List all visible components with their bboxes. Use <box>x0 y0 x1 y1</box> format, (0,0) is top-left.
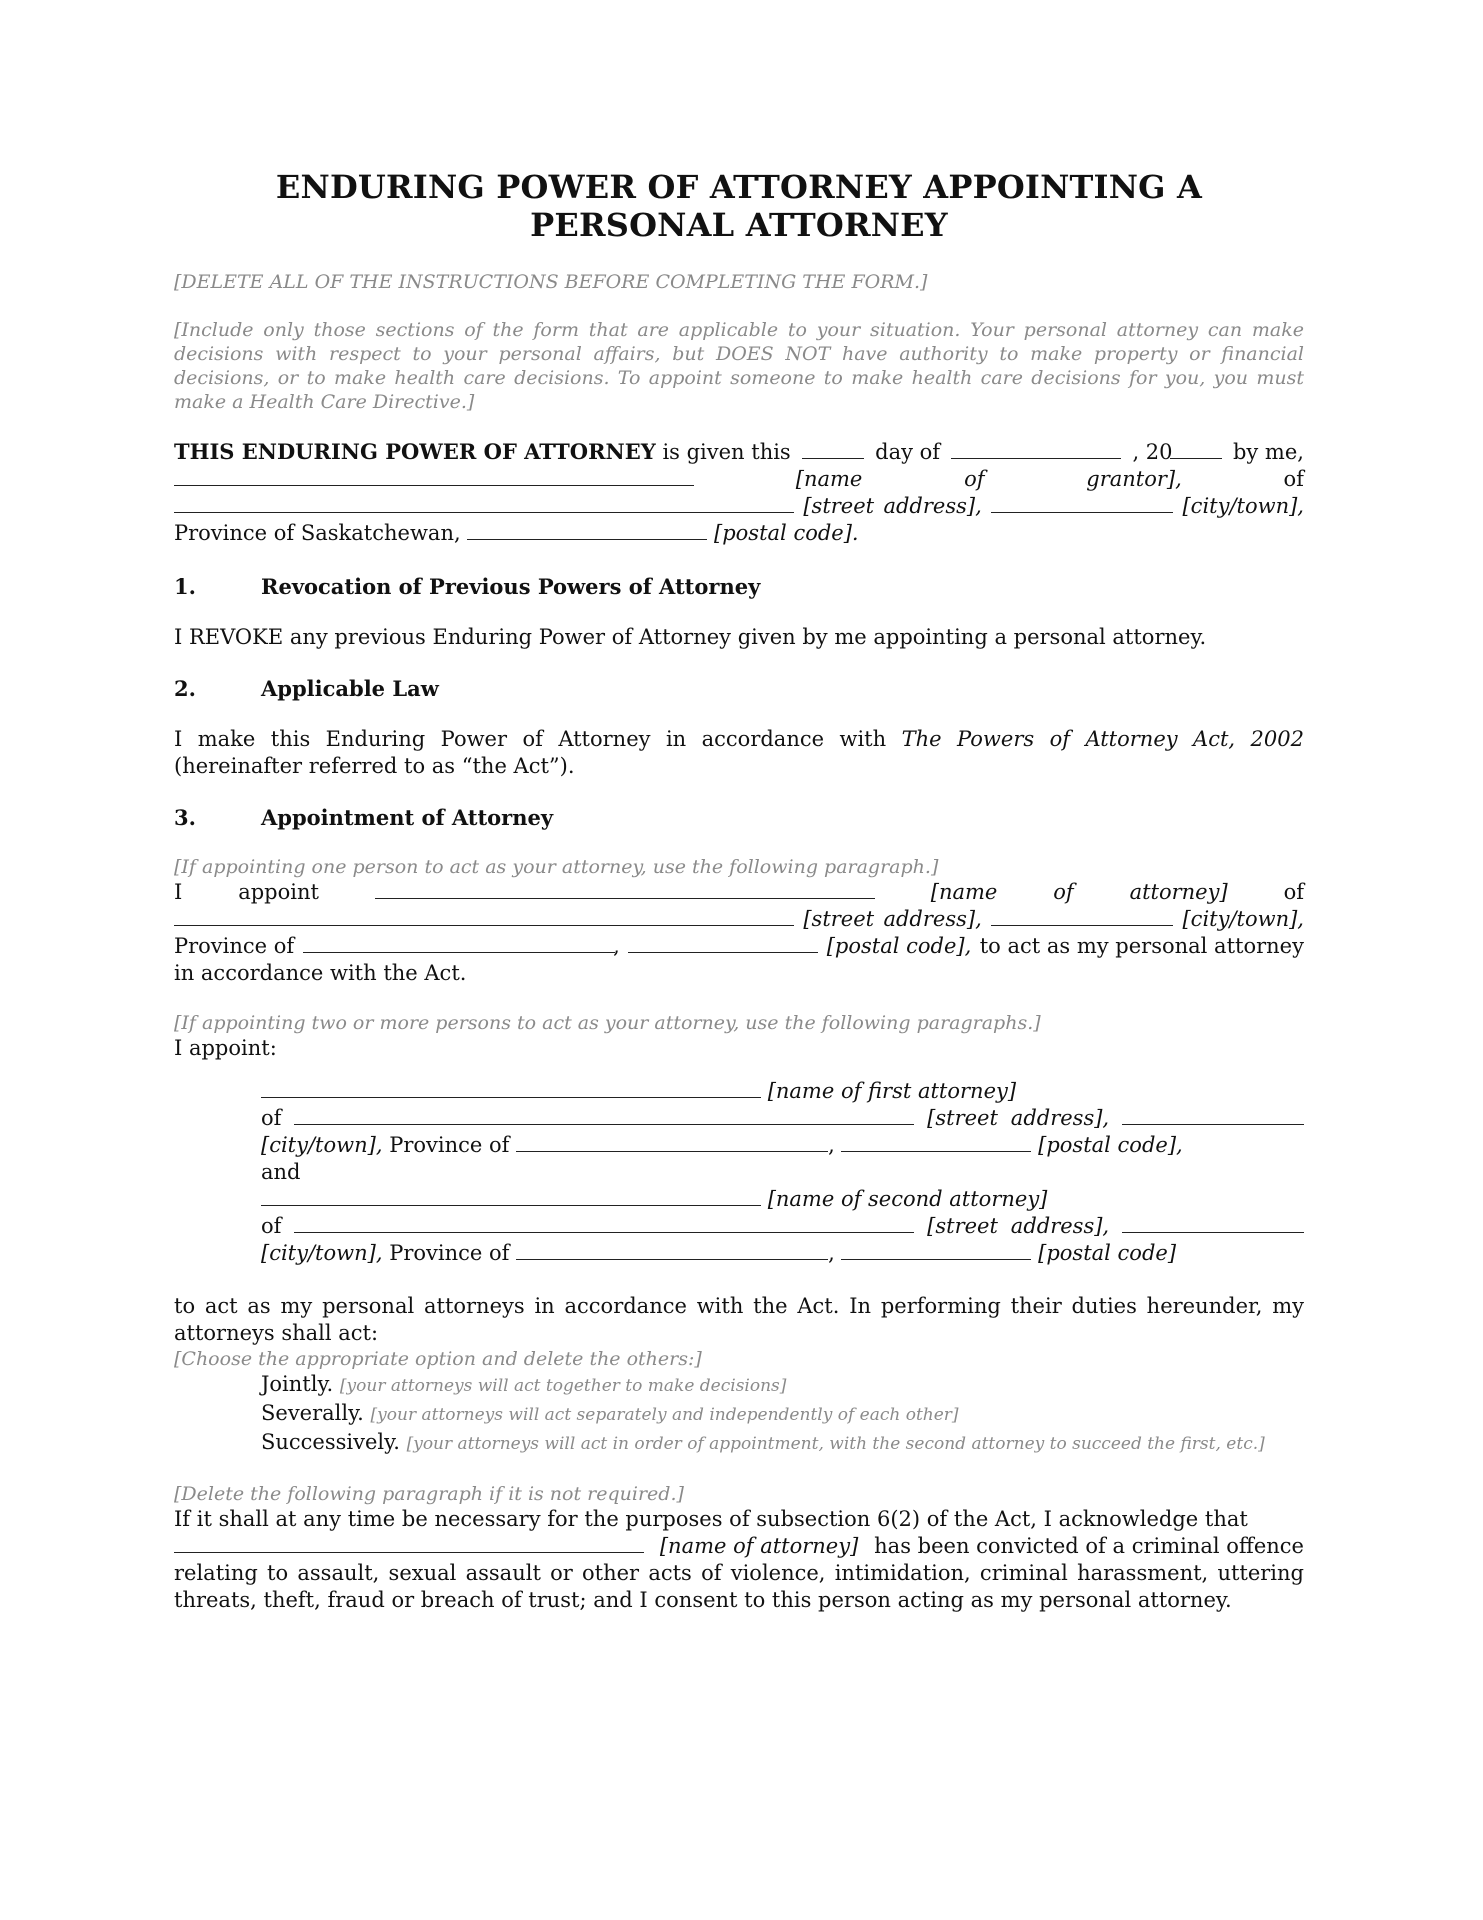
grantor-street-blank[interactable] <box>174 494 794 513</box>
section-1-number: 1. <box>174 574 196 599</box>
label-of-second: of <box>261 1214 282 1238</box>
section-1-heading <box>174 573 1304 600</box>
label-address-first: address], <box>1010 1106 1110 1130</box>
section-1-title: Revocation of Previous Powers of Attorney <box>261 574 761 599</box>
conviction-rest: relating to assault, sexual assault or other acts of violence, intimidation, criminal harassment, uttering threats, theft, fraud or breach of trust; and I consent to this person acting as my personal attorney. <box>174 1561 1304 1612</box>
attorney-name-blank[interactable] <box>375 880 875 899</box>
label-of: of <box>964 467 985 491</box>
appoint-one-line-4: in accordance with the Act. <box>174 961 467 985</box>
second-attorney-postal-blank[interactable] <box>841 1241 1031 1260</box>
label-street-second: [street <box>927 1214 998 1238</box>
second-attorney-address-line <box>261 1213 1304 1240</box>
conviction-name-blank[interactable] <box>174 1534 644 1553</box>
option-jointly-label: Jointly. <box>261 1372 334 1396</box>
attorney-province-blank[interactable] <box>303 934 615 953</box>
appoint-one-line-1 <box>174 879 1304 906</box>
second-attorney-city-line <box>261 1240 1304 1267</box>
document-page <box>174 168 1304 1614</box>
label-name-attorney: [name <box>930 880 998 904</box>
label-of-end-attorney: of <box>1283 880 1304 904</box>
first-attorney-city-blank[interactable] <box>1122 1106 1304 1125</box>
instruction-delete-all: [DELETE ALL OF THE INSTRUCTIONS BEFORE COMPLETING THE FORM.] <box>174 271 928 293</box>
section-2-number: 2. <box>174 676 196 701</box>
intro-comma-20: , 20 <box>1132 440 1173 464</box>
first-attorney-name-blank[interactable] <box>261 1079 761 1098</box>
attorney-street-blank[interactable] <box>174 907 794 926</box>
option-jointly-note: [your attorneys will act together to make decisions] <box>339 1376 787 1396</box>
label-province-second: Province of <box>389 1241 510 1265</box>
instruction-delete-paragraph: [Delete the following paragraph if it is not required.] <box>174 1483 684 1505</box>
second-attorney-street-blank[interactable] <box>294 1214 914 1233</box>
second-attorney-name-blank[interactable] <box>261 1187 761 1206</box>
label-address-second: address], <box>1010 1214 1110 1238</box>
label-street-attorney: [street <box>803 907 875 931</box>
label-province-first: Province of <box>389 1133 510 1157</box>
label-and: and <box>261 1160 301 1184</box>
label-city: [city/town], <box>1182 494 1304 518</box>
conviction-line-2 <box>174 1533 1304 1560</box>
label-city-second: [city/town], <box>261 1241 383 1265</box>
attorney-city-blank[interactable] <box>991 907 1173 926</box>
first-attorney-city-line <box>261 1132 1304 1159</box>
section-3-title: Appointment of Attorney <box>261 805 554 830</box>
day-blank[interactable] <box>802 440 864 459</box>
conviction-line-2-text: has been convicted of a criminal offence <box>874 1534 1304 1558</box>
instruction-one-person: [If appointing one person to act as your attorney, use the following paragraph.] <box>174 856 939 878</box>
instruction-choose-option: [Choose the appropriate option and delete the others:] <box>174 1348 702 1370</box>
document-title: ENDURING POWER OF ATTORNEY APPOINTING A PERSONAL ATTORNEY <box>275 168 1203 244</box>
attorney-postal-blank[interactable] <box>628 934 818 953</box>
first-attorney-street-blank[interactable] <box>294 1106 914 1125</box>
section-3-number: 3. <box>174 805 196 830</box>
label-first-attorney: [name of first attorney] <box>767 1079 1017 1103</box>
label-address-attorney: address], <box>883 907 982 931</box>
label-comma-second: , <box>828 1241 835 1265</box>
conviction-line-1: If it shall at any time be necessary for the purposes of subsection 6(2) of the Act, I acknowledge that <box>174 1507 1248 1531</box>
act-name: The Powers of Attorney Act, 2002 <box>901 727 1304 751</box>
year-blank[interactable] <box>1170 440 1222 459</box>
label-i: I <box>174 880 183 904</box>
label-city-first: [city/town], <box>261 1133 383 1157</box>
act-jointly-text: to act as my personal attorneys in accordance with the Act. In performing their duties hereunder, my attorneys shall act: <box>174 1294 1304 1345</box>
option-severally-label: Severally. <box>261 1401 364 1425</box>
second-attorney-province-blank[interactable] <box>516 1241 828 1260</box>
option-successively-note: [your attorneys will act in order of appointment, with the second attorney to succeed the first, etc.] <box>406 1434 1265 1454</box>
label-address: address], <box>883 494 982 518</box>
grantor-city-blank[interactable] <box>991 494 1173 513</box>
first-attorney-province-blank[interactable] <box>516 1133 828 1152</box>
label-postal-attorney: [postal code], <box>826 934 972 958</box>
option-successively <box>261 1429 1304 1458</box>
label-postal-first: [postal code], <box>1038 1133 1183 1157</box>
second-attorney-line <box>261 1186 1304 1213</box>
section-3-heading <box>174 804 1304 831</box>
multi-attorney-block <box>261 1078 1304 1267</box>
second-attorney-city-blank[interactable] <box>1122 1214 1304 1233</box>
first-attorney-address-line <box>261 1105 1304 1132</box>
label-street: [street <box>803 494 875 518</box>
label-comma: , <box>613 934 620 958</box>
intro-bold-lead: THIS ENDURING POWER OF ATTORNEY <box>174 439 656 464</box>
grantor-name-blank[interactable] <box>174 467 694 486</box>
first-attorney-line <box>261 1078 1304 1105</box>
label-second-attorney: [name of second attorney] <box>767 1187 1048 1211</box>
label-grantor: grantor], <box>1086 467 1182 491</box>
option-successively-label: Successively. <box>261 1430 400 1454</box>
appoint-one-line-2 <box>174 906 1304 933</box>
intro-line-1 <box>174 438 1304 466</box>
label-name: [name <box>795 467 863 491</box>
instruction-two-persons: [If appointing two or more persons to act as your attorney, use the following paragraphs.] <box>174 1012 1041 1034</box>
intro-by-me: by me, <box>1232 440 1304 464</box>
label-to-act: to act as my personal attorney <box>979 934 1304 958</box>
label-appoint: appoint <box>238 880 319 904</box>
month-blank[interactable] <box>951 440 1121 459</box>
option-severally-note: [your attorneys will act separately and independently of each other] <box>370 1405 959 1425</box>
intro-block <box>174 438 1304 547</box>
options-list <box>261 1371 1304 1458</box>
label-province-sask: Province of Saskatchewan, <box>174 521 461 545</box>
label-province-of: Province of <box>174 934 295 958</box>
intro-given-this: is given this <box>662 440 791 464</box>
option-severally <box>261 1400 1304 1429</box>
instruction-include-only: [Include only those sections of the form that are applicable to your situation. Your personal attorney can make decisions with respect to your personal affairs, but DOES NOT have authority to make property or financial decisions, or to make health care decisions. To appoint someone to make health care decisions for you, you must make a Health Care Directive.] <box>174 319 1304 413</box>
intro-line-4 <box>174 520 1304 547</box>
label-attorney: attorney] <box>1129 880 1228 904</box>
label-postal: [postal code]. <box>714 521 859 545</box>
label-of-attorney: of <box>1053 880 1074 904</box>
grantor-postal-blank[interactable] <box>467 521 707 540</box>
option-jointly <box>261 1371 1304 1400</box>
label-street-first: [street <box>927 1106 998 1130</box>
intro-day-of: day of <box>875 440 941 464</box>
section-2-text <box>174 726 1304 780</box>
label-city-attorney: [city/town], <box>1182 907 1304 931</box>
intro-line-2 <box>174 466 1304 493</box>
label-i-appoint: I appoint: <box>174 1036 277 1060</box>
section-2-title: Applicable Law <box>261 676 439 701</box>
section-2-heading <box>174 675 1304 702</box>
label-conviction-name: [name of attorney] <box>659 1534 859 1558</box>
label-postal-second: [postal code] <box>1038 1241 1177 1265</box>
section-2-text-after: (hereinafter referred to as “the Act”). <box>174 754 575 778</box>
intro-line-3 <box>174 493 1304 520</box>
label-of-first: of <box>261 1106 282 1130</box>
label-comma-first: , <box>828 1133 835 1157</box>
appoint-one-line-3 <box>174 933 1304 960</box>
label-of-end: of <box>1283 467 1304 491</box>
first-attorney-postal-blank[interactable] <box>841 1133 1031 1152</box>
section-2-text-before: I make this Enduring Power of Attorney in accordance with <box>174 727 887 751</box>
section-1-text: I REVOKE any previous Enduring Power of Attorney given by me appointing a personal attorney. <box>174 625 1207 649</box>
